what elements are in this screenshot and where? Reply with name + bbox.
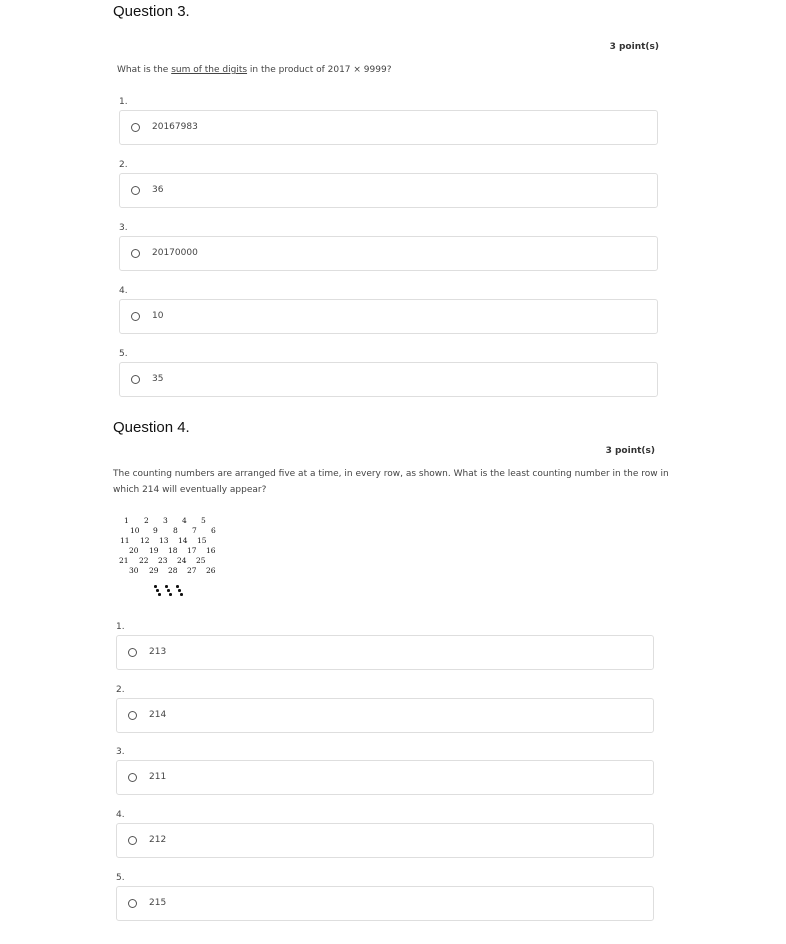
figure-number: 18	[168, 546, 178, 555]
answer-option-label: 214	[149, 710, 167, 720]
answer-option-4[interactable]	[116, 823, 654, 858]
figure-number: 1	[124, 516, 129, 525]
figure-number: 4	[182, 516, 187, 525]
figure-number: 15	[197, 536, 207, 545]
figure-number: 2	[144, 516, 149, 525]
figure-number: 29	[149, 566, 159, 575]
radio-button-icon[interactable]	[131, 123, 140, 132]
figure-number: 25	[196, 556, 206, 565]
option-number: 1.	[116, 622, 125, 632]
figure-number: 9	[153, 526, 158, 535]
figure-number: 19	[149, 546, 159, 555]
figure-number: 23	[158, 556, 168, 565]
question-3-title: Question 3.	[113, 3, 190, 20]
dot	[178, 589, 181, 592]
dot	[154, 585, 157, 588]
continuation-dots-icon	[152, 584, 192, 598]
figure-number: 16	[206, 546, 216, 555]
figure-number: 13	[159, 536, 169, 545]
dot	[180, 593, 183, 596]
answer-option-label: 212	[149, 835, 167, 845]
radio-button-icon[interactable]	[128, 711, 137, 720]
number-arrangement-figure	[116, 516, 226, 600]
figure-number: 27	[187, 566, 197, 575]
radio-button-icon[interactable]	[131, 249, 140, 258]
dot	[169, 593, 172, 596]
question-4-prompt	[113, 466, 673, 498]
dot	[158, 593, 161, 596]
dot	[167, 589, 170, 592]
figure-number: 14	[178, 536, 188, 545]
answer-option-3[interactable]	[116, 760, 654, 795]
answer-option-3[interactable]	[119, 236, 658, 271]
figure-number: 24	[177, 556, 187, 565]
prompt-text-before: What is the	[117, 65, 172, 75]
question-4-title: Question 4.	[113, 419, 190, 436]
figure-number: 30	[129, 566, 139, 575]
figure-number: 3	[163, 516, 168, 525]
figure-number: 21	[119, 556, 129, 565]
prompt-underlined-text: sum of the digits	[171, 65, 248, 75]
answer-option-1[interactable]	[119, 110, 658, 145]
figure-number: 8	[173, 526, 178, 535]
figure-number: 22	[139, 556, 149, 565]
prompt-text-after: in the product of 2017 × 9999?	[247, 65, 392, 75]
answer-option-2[interactable]	[116, 698, 654, 733]
answer-option-label: 215	[149, 898, 167, 908]
answer-option-5[interactable]	[116, 886, 654, 921]
answer-option-4[interactable]	[119, 299, 658, 334]
figure-number: 7	[192, 526, 197, 535]
figure-number: 6	[211, 526, 216, 535]
figure-number: 10	[130, 526, 140, 535]
answer-option-label: 10	[152, 311, 164, 321]
option-number: 4.	[119, 286, 128, 296]
option-number: 2.	[119, 160, 128, 170]
figure-number: 28	[168, 566, 178, 575]
dot	[176, 585, 179, 588]
figure-number: 17	[187, 546, 197, 555]
radio-button-icon[interactable]	[128, 836, 137, 845]
dot	[165, 585, 168, 588]
radio-button-icon[interactable]	[131, 186, 140, 195]
dot	[156, 589, 159, 592]
question-3-points: 3 point(s)	[609, 42, 659, 52]
option-number: 1.	[119, 97, 128, 107]
answer-option-5[interactable]	[119, 362, 658, 397]
answer-option-label: 213	[149, 647, 167, 657]
option-number: 5.	[119, 349, 128, 359]
figure-number: 20	[129, 546, 139, 555]
answer-option-1[interactable]	[116, 635, 654, 670]
answer-option-label: 35	[152, 374, 164, 384]
figure-number: 12	[140, 536, 150, 545]
option-number: 2.	[116, 685, 125, 695]
figure-number: 5	[201, 516, 206, 525]
answer-option-label: 20167983	[152, 122, 198, 132]
radio-button-icon[interactable]	[128, 648, 137, 657]
option-number: 3.	[119, 223, 128, 233]
prompt-line-1: The counting numbers are arranged five at a time, in every row, as shown. What is the least counting number in the row in	[113, 469, 669, 479]
question-3-prompt	[117, 62, 391, 78]
figure-number: 26	[206, 566, 216, 575]
radio-button-icon[interactable]	[128, 899, 137, 908]
answer-option-label: 36	[152, 185, 164, 195]
radio-button-icon[interactable]	[131, 375, 140, 384]
option-number: 5.	[116, 873, 125, 883]
option-number: 3.	[116, 747, 125, 757]
answer-option-label: 20170000	[152, 248, 198, 258]
radio-button-icon[interactable]	[131, 312, 140, 321]
prompt-line-2: which 214 will eventually appear?	[113, 485, 267, 495]
figure-number: 11	[120, 536, 130, 545]
question-4-points: 3 point(s)	[605, 446, 655, 456]
option-number: 4.	[116, 810, 125, 820]
answer-option-2[interactable]	[119, 173, 658, 208]
radio-button-icon[interactable]	[128, 773, 137, 782]
answer-option-label: 211	[149, 772, 167, 782]
